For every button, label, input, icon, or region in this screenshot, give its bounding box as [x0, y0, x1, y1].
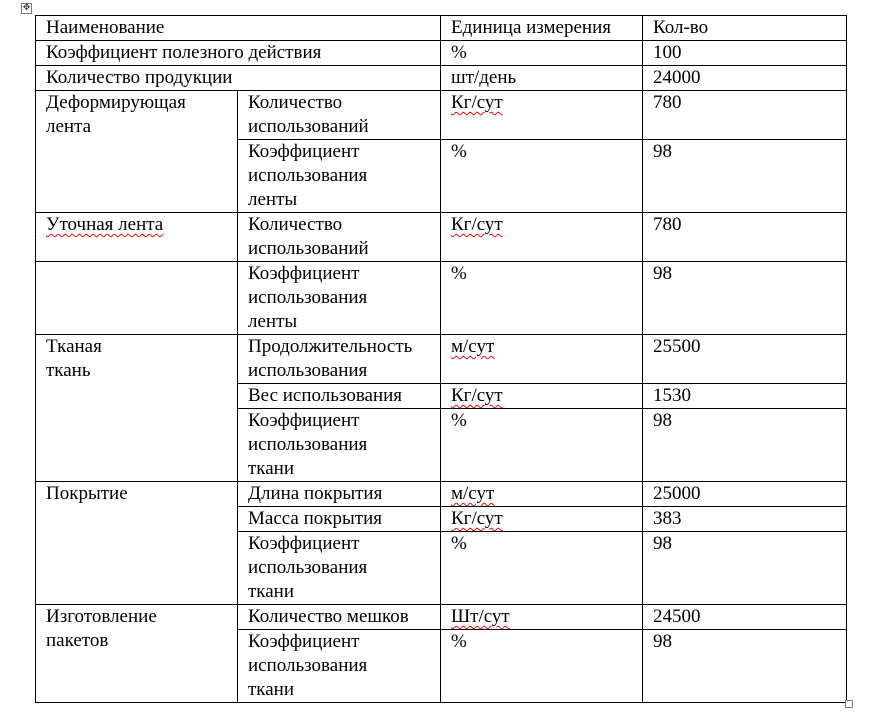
param-cell[interactable]: Количество использований — [238, 91, 441, 140]
unit-text: Кг/сут — [451, 92, 503, 113]
qty-cell[interactable]: 24000 — [643, 66, 847, 91]
qty-cell[interactable]: 24500 — [643, 605, 847, 630]
qty-cell[interactable]: 98 — [643, 630, 847, 703]
param-cell[interactable]: Длина покрытия — [238, 482, 441, 507]
header-row — [36, 16, 847, 41]
qty-cell[interactable]: 98 — [643, 532, 847, 605]
group-name-text: Уточная лента — [46, 214, 164, 235]
unit-cell[interactable] — [441, 384, 643, 409]
qty-cell[interactable]: 780 — [643, 213, 847, 262]
param-cell[interactable]: Количество использований — [238, 213, 441, 262]
group-name-cell[interactable]: Изготовление пакетов — [36, 605, 238, 703]
qty-cell[interactable]: 383 — [643, 507, 847, 532]
param-cell[interactable]: Коэффициент использования ткани — [238, 409, 441, 482]
unit-cell[interactable]: % — [441, 140, 643, 213]
empty-cell[interactable] — [36, 262, 238, 335]
table-row — [36, 335, 847, 384]
name-cell[interactable]: Коэффициент полезного действия — [36, 41, 441, 66]
unit-cell[interactable] — [441, 507, 643, 532]
unit-cell[interactable]: % — [441, 532, 643, 605]
header-qty-cell[interactable]: Кол-во — [643, 16, 847, 41]
unit-text: Кг/сут — [451, 385, 503, 406]
group-name-cell[interactable]: Покрытие — [36, 482, 238, 605]
unit-text: Шт/сут — [451, 606, 510, 627]
table-row — [36, 482, 847, 507]
qty-cell[interactable]: 98 — [643, 262, 847, 335]
qty-cell[interactable]: 98 — [643, 409, 847, 482]
param-cell[interactable]: Коэффициент использования ленты — [238, 262, 441, 335]
header-unit-cell[interactable]: Единица измерения — [441, 16, 643, 41]
unit-cell[interactable]: шт/день — [441, 66, 643, 91]
group-name-cell[interactable] — [36, 213, 238, 262]
param-cell[interactable]: Коэффициент использования ткани — [238, 630, 441, 703]
unit-cell[interactable]: % — [441, 630, 643, 703]
qty-cell[interactable]: 98 — [643, 140, 847, 213]
group-name-cell[interactable]: Деформирующая лента — [36, 91, 238, 213]
name-cell[interactable]: Количество продукции — [36, 66, 441, 91]
qty-cell[interactable]: 100 — [643, 41, 847, 66]
qty-cell[interactable]: 1530 — [643, 384, 847, 409]
table-row — [36, 262, 847, 335]
unit-cell[interactable] — [441, 213, 643, 262]
unit-cell[interactable]: % — [441, 409, 643, 482]
table-row — [36, 605, 847, 630]
group-name-cell[interactable]: Тканая ткань — [36, 335, 238, 482]
table-row — [36, 66, 847, 91]
qty-cell[interactable]: 25500 — [643, 335, 847, 384]
unit-cell[interactable] — [441, 335, 643, 384]
unit-cell[interactable]: % — [441, 41, 643, 66]
param-cell[interactable]: Коэффициент использования ленты — [238, 140, 441, 213]
unit-cell[interactable] — [441, 482, 643, 507]
unit-text: м/сут — [451, 336, 495, 357]
param-cell[interactable]: Количество мешков — [238, 605, 441, 630]
qty-cell[interactable]: 780 — [643, 91, 847, 140]
table-move-handle-icon[interactable]: ✥ — [22, 3, 31, 13]
table-row — [36, 213, 847, 262]
data-table — [35, 15, 847, 703]
table-row — [36, 41, 847, 66]
param-cell[interactable]: Коэффициент использования ткани — [238, 532, 441, 605]
table-resize-handle-icon[interactable] — [845, 700, 853, 708]
unit-cell[interactable] — [441, 91, 643, 140]
unit-text: Кг/сут — [451, 508, 503, 529]
table-row — [36, 91, 847, 140]
unit-text: м/сут — [451, 483, 495, 504]
param-cell[interactable]: Вес использования — [238, 384, 441, 409]
param-cell[interactable]: Масса покрытия — [238, 507, 441, 532]
unit-cell[interactable] — [441, 605, 643, 630]
unit-cell[interactable]: % — [441, 262, 643, 335]
header-name-cell[interactable]: Наименование — [36, 16, 441, 41]
qty-cell[interactable]: 25000 — [643, 482, 847, 507]
param-cell[interactable]: Продолжительность использования — [238, 335, 441, 384]
unit-text: Кг/сут — [451, 214, 503, 235]
